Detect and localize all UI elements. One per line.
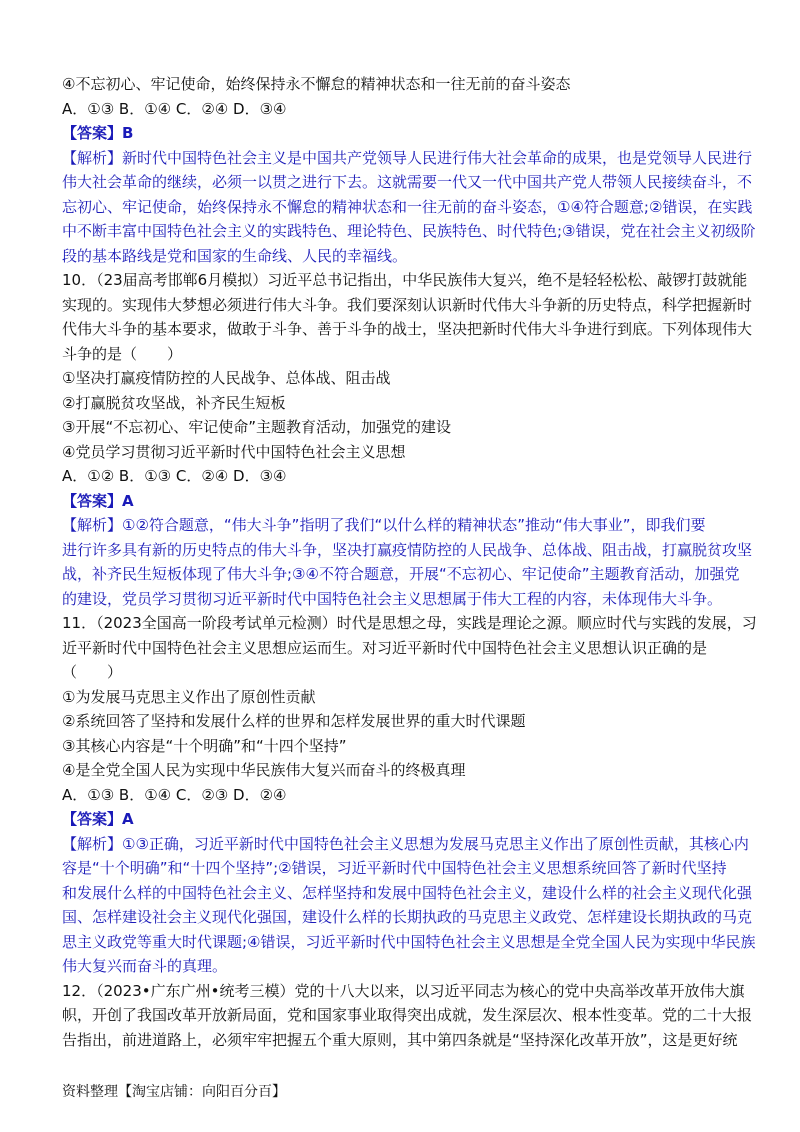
answer-line: 【答案】B xyxy=(62,124,134,142)
analysis-line: 忘初心、牢记使命，始终保持永不懈怠的精神状态和一往无前的奋斗姿态，①④符合题意;②错误，在实践 xyxy=(62,197,753,216)
answer-line: 【答案】A xyxy=(62,491,134,510)
analysis-line: 伟大社会革命的继续，必须一以贯之进行下去。这就需要一代又一代中国共产党人带领人民接续奋斗，不 xyxy=(62,173,753,191)
analysis-line: 伟大复兴而奋斗的真理。 xyxy=(62,957,228,975)
analysis-line: 的建设，党员学习贯彻习近平新时代中国特色社会主义思想属于伟大工程的内容，未体现伟大斗争。 xyxy=(62,589,723,608)
text-line: （ ） xyxy=(62,663,123,681)
document-body xyxy=(62,72,757,1052)
page-footer: 资料整理【淘宝店铺：向阳百分百】 xyxy=(62,1084,286,1100)
text-line: A．①③ B．①④ C．②③ D．②④ xyxy=(62,785,287,804)
text-line: A．①③ B．①④ C．②④ D．③④ xyxy=(62,99,287,118)
text-line: 12．（2023•广东广州•统考三模）党的十八大以来，以习近平同志为核心的党中央高举改革开放伟大旗 xyxy=(62,981,745,1000)
text-line: ④是全党全国人民为实现中华民族伟大复兴而奋斗的终极真理 xyxy=(62,761,466,779)
text-line: ①为发展马克思主义作出了原创性贡献 xyxy=(62,687,316,706)
text-line: ③其核心内容是“十个明确”和“十四个坚持” xyxy=(62,736,347,755)
analysis-line: 和发展什么样的中国特色社会主义、怎样坚持和发展中国特色社会主义，建设什么样的社会主义现代化强 xyxy=(62,883,753,902)
analysis-line: 【解析】①③正确，习近平新时代中国特色社会主义思想为发展马克思主义作出了原创性贡献，其核心内 xyxy=(62,834,749,853)
text-line: 11．（2023全国高一阶段考试单元检测）时代是思想之母，实践是理论之源。顺应时代与实践的发展，习 xyxy=(62,614,757,632)
text-line: 告指出，前进道路上，必须牢牢把握五个重大原则，其中第四条就是“坚持深化改革开放”，这是更好统 xyxy=(62,1030,738,1049)
analysis-line: 【解析】①②符合题意，“伟大斗争”指明了我们“以什么样的精神状态”推动“伟大事业”，即我们要 xyxy=(62,516,706,534)
text-line: ④不忘初心、牢记使命，始终保持永不懈怠的精神状态和一往无前的奋斗姿态 xyxy=(62,75,571,93)
analysis-line: 容是“十个明确”和“十四个坚持”;②错误，习近平新时代中国特色社会主义思想系统回答了新时代坚持 xyxy=(62,859,727,877)
text-line: 斗争的是（ ） xyxy=(62,344,183,363)
text-line: ①坚决打赢疫情防控的人民战争、总体战、阻击战 xyxy=(62,369,391,387)
text-line: ②系统回答了坚持和发展什么样的世界和怎样发展世界的重大时代课题 xyxy=(62,712,526,730)
analysis-line: 思主义政党等重大时代课题;④错误，习近平新时代中国特色社会主义思想是全党全国人民为实现中华民族 xyxy=(62,932,756,951)
analysis-line: 【解析】新时代中国特色社会主义是中国共产党领导人民进行伟大社会革命的成果，也是党领导人民进行 xyxy=(62,148,753,167)
text-line: 帜，开创了我国改革开放新局面，党和国家事业取得突出成就，发生深层次、根本性变革。党的二十大报 xyxy=(62,1006,753,1024)
text-line: 代伟大斗争的基本要求，做敢于斗争、善于斗争的战士，坚决把新时代伟大斗争进行到底。下列体现伟大 xyxy=(62,320,753,338)
text-line: 实现的。实现伟大梦想必须进行伟大斗争。我们要深刻认识新时代伟大斗争新的历史特点，科学把握新时 xyxy=(62,295,753,314)
answer-line: 【答案】A xyxy=(62,810,134,828)
text-line: ②打赢脱贫攻坚战，补齐民生短板 xyxy=(62,393,286,412)
analysis-line: 进行许多具有新的历史特点的伟大斗争，坚决打赢疫情防控的人民战争、总体战、阻击战，打赢脱贫攻坚 xyxy=(62,540,753,559)
analysis-line: 段的基本路线是党和国家的生命线、人民的幸福线。 xyxy=(62,246,408,265)
text-line: 10．（23届高考邯郸6月模拟）习近平总书记指出，中华民族伟大复兴，绝不是轻轻松松、敲锣打鼓就能 xyxy=(62,271,748,289)
text-line: ③开展“不忘初心、牢记使命”主题教育活动，加强党的建设 xyxy=(62,418,451,436)
analysis-line: 战，补齐民生短板体现了伟大斗争;③④不符合题意，开展“不忘初心、牢记使命”主题教育活动，加强党 xyxy=(62,565,740,583)
analysis-line: 国、怎样建设社会主义现代化强国，建设什么样的长期执政的马克思主义政党、怎样建设长期执政的马克 xyxy=(62,908,753,926)
analysis-line: 中不断丰富中国特色社会主义的实践特色、理论特色、民族特色、时代特色;③错误，党在社会主义初级阶 xyxy=(62,222,756,240)
text-line: A．①② B．①③ C．②④ D．③④ xyxy=(62,467,287,485)
text-line: ④党员学习贯彻习近平新时代中国特色社会主义思想 xyxy=(62,442,406,461)
text-line: 近平新时代中国特色社会主义思想应运而生。对习近平新时代中国特色社会主义思想认识正确的是 xyxy=(62,638,708,657)
